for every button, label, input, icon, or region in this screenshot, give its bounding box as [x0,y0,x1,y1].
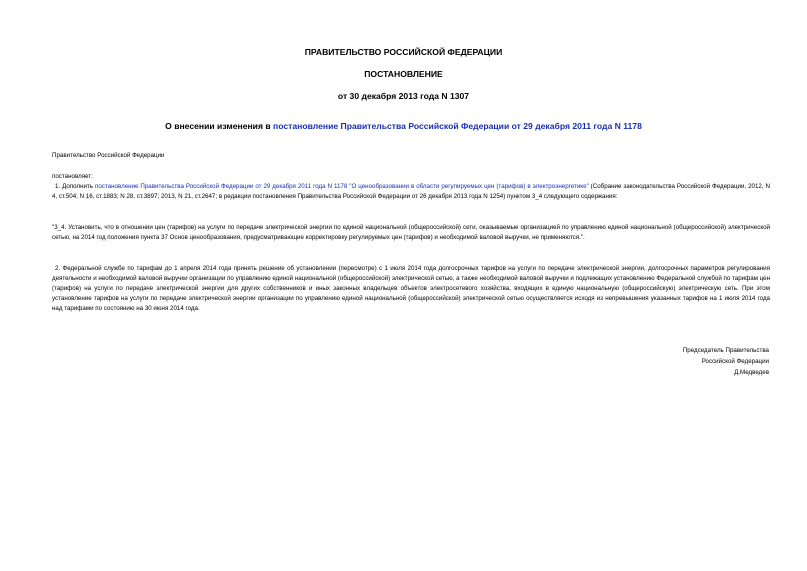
government-heading: ПРАВИТЕЛЬСТВО РОССИЙСКОЙ ФЕДЕРАЦИИ [304,47,503,57]
signature-country: Российской Федерации [701,358,769,365]
document-title [0,121,807,131]
title-prefix: О внесении изменения в [165,121,274,131]
document-type-heading: ПОСТАНОВЛЕНИЕ [364,69,443,79]
paragraph-1-link[interactable]: постановление Правительства Российской Федерации от 29 декабря 2011 года N 1178 "О ценообразовании в области регулируемых цен (тарифов) в электроэнергетике" [94,183,589,190]
resolves-line: постановляет: [52,173,93,180]
signature-title: Председатель Правительства [682,347,769,354]
title-link[interactable]: постановление Правительства Российской Федерации от 29 декабря 2011 года N 1178 [273,121,642,131]
quoted-clause-3-4: "3_4. Установить, что в отношении цен (тарифов) на услуги по передаче электрической энергии по единой национальной (общероссийской) сети, оказываемые организацией по управлению единой национальной (общероссийской) электрической сетью, на 2014 год положения пункта 37 Основ ценообразования, предусматривающие корректировку регулируемых цен (тарифов) и необходимой валовой выручки, не применяются.". [52,224,770,241]
signature-block [683,345,769,378]
paragraph-1-prefix: 1. Дополнить [55,183,95,190]
paragraph-1-suffix: (Собрание законодательства Российской Федерации, 2012, N 4, ст.504; N 16, ст.1883; N 28, ст.3897; 2013, N 21, ст.2647; в редакции постановления Правительства Российской Федерации от 26 декабря 2013 года N 1254) пунктом 3_4 следующего содержания: [52,183,770,200]
signature-name: Д.Медведев [734,369,769,376]
date-number-heading: от 30 декабря 2013 года N 1307 [337,91,470,101]
paragraph-1 [52,182,770,202]
preamble: Правительство Российской Федерации [52,152,165,159]
paragraph-2: 2. Федеральной службе по тарифам до 1 апреля 2014 года принять решение об установлении (пересмотре) с 1 июля 2014 года долгосрочных тарифов на услуги по передаче электрической энергии, долгосрочных параметров регулирования деятельности и необходимой валовой выручки организации по управлению единой национальной (общероссийской) электрической сетью, а также необходимой валовой выручки и подлежащих установлению Федеральной службой по тарифам цен (тарифов) на услуги по передаче электрической энергии для других собственников и иных законных владельцев объектов электросетевого хозяйства, входящих в единую национальную (общероссийскую) электрическую сеть. При этом установление тарифов на услуги по передаче электрической энергии организации по управлению единой национальной (общероссийской) электрической сетью осуществляется исходя из непревышения указанных тарифов на 1 июля 2014 года над тарифами по состоянию на 30 июня 2014 года. [52,265,770,312]
